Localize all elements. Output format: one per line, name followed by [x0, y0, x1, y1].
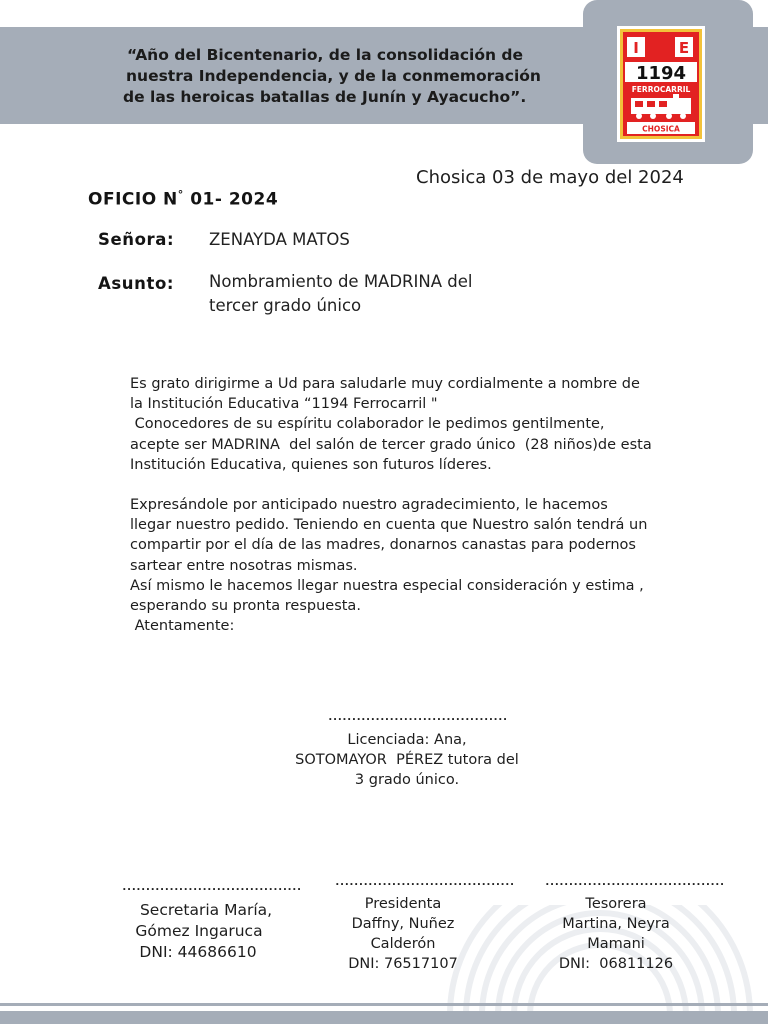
body-line: compartir por el día de las madres, donarnos canastas para podernos	[130, 537, 636, 554]
body-line: llegar nuestro pedido. Teniendo en cuenta que Nuestro salón tendrá un	[130, 517, 648, 534]
signature-text: DNI: 06811126	[558, 956, 674, 972]
signature-text: DNI: 76517107	[348, 956, 458, 972]
signature-text: Presidenta	[364, 896, 442, 912]
signature-line-treasurer: ......................................	[544, 875, 724, 888]
motto-line-1: “Año del Bicentenario, de la consolidación de	[127, 46, 524, 64]
body-line: la Institución Educativa “1194 Ferrocarril "	[130, 396, 438, 413]
body-line: Es grato dirigirme a Ud para saludarle muy cordialmente a nombre de	[130, 376, 640, 392]
signature-teacher	[287, 730, 527, 790]
recipient-label: Señora:	[98, 230, 175, 249]
body-line: sartear entre nosotras mismas.	[130, 557, 358, 574]
signature-line-president: ......................................	[334, 875, 514, 888]
motto-line-2: nuestra Independencia, y de la conmemoración	[126, 67, 541, 85]
oficio-prefix: OFICIO N	[88, 189, 178, 210]
oficio-degree: °	[177, 188, 184, 201]
body-line: esperando su pronta respuesta.	[130, 598, 361, 615]
logo-place: CHOSICA	[642, 124, 680, 134]
signature-secretary	[112, 900, 292, 963]
recipient-name: ZENAYDA MATOS	[209, 230, 350, 249]
footer-line	[0, 1003, 768, 1006]
subject-label: Asunto:	[98, 274, 175, 293]
signature-president	[328, 894, 478, 974]
body-line: Conocedores de su espíritu colaborador le pedimos gentilmente,	[130, 416, 605, 433]
logo-banner: FERROCARRIL	[631, 85, 691, 94]
signature-line-secretary: ......................................	[121, 880, 301, 893]
signature-text: Secretaria María,	[139, 901, 273, 919]
signature-text: DNI: 44686610	[139, 943, 257, 961]
header-motto	[123, 45, 541, 108]
signature-text: Calderón	[370, 936, 436, 952]
motto-line-3: de las heroicas batallas de Junín y Ayacucho”.	[123, 88, 527, 106]
oficio-value: 01- 2024	[190, 189, 279, 210]
school-logo	[617, 26, 705, 142]
body-line: acepte ser MADRINA del salón de tercer grado único (28 niños)de esta	[130, 436, 652, 453]
subject-line-1: Nombramiento de MADRINA del	[209, 272, 473, 291]
signature-treasurer	[541, 894, 691, 974]
signature-text: Martina, Neyra	[562, 916, 670, 932]
body-line: Así mismo le hacemos llegar nuestra especial consideración y estima ,	[130, 577, 644, 594]
footer-band	[0, 1011, 768, 1024]
subject-text	[209, 270, 472, 318]
oficio-number	[88, 188, 278, 210]
signature-text: Mamani	[587, 936, 645, 952]
signature-text: Daffny, Nuñez	[351, 916, 455, 932]
date-line: Chosica 03 de mayo del 2024	[416, 167, 684, 188]
logo-number: 1194	[635, 63, 687, 84]
closing-line: Atentamente:	[130, 618, 235, 635]
signature-text: SOTOMAYOR PÉREZ tutora del	[295, 752, 519, 768]
signature-text: Gómez Ingaruca	[135, 922, 263, 940]
signature-text: Tesorera	[585, 896, 647, 912]
body-line: Institución Educativa, quienes son futuros líderes.	[130, 456, 492, 473]
body-line: Expresándole por anticipado nuestro agradecimiento, le hacemos	[130, 497, 608, 514]
subject-line-2: tercer grado único	[209, 296, 362, 315]
logo-letter-i: I	[633, 39, 639, 57]
signature-text: 3 grado único.	[354, 772, 460, 788]
logo-letter-e: E	[678, 39, 690, 57]
letter-body	[130, 374, 690, 636]
signature-text: Licenciada: Ana,	[347, 732, 467, 748]
signature-line-teacher: ......................................	[327, 710, 507, 723]
